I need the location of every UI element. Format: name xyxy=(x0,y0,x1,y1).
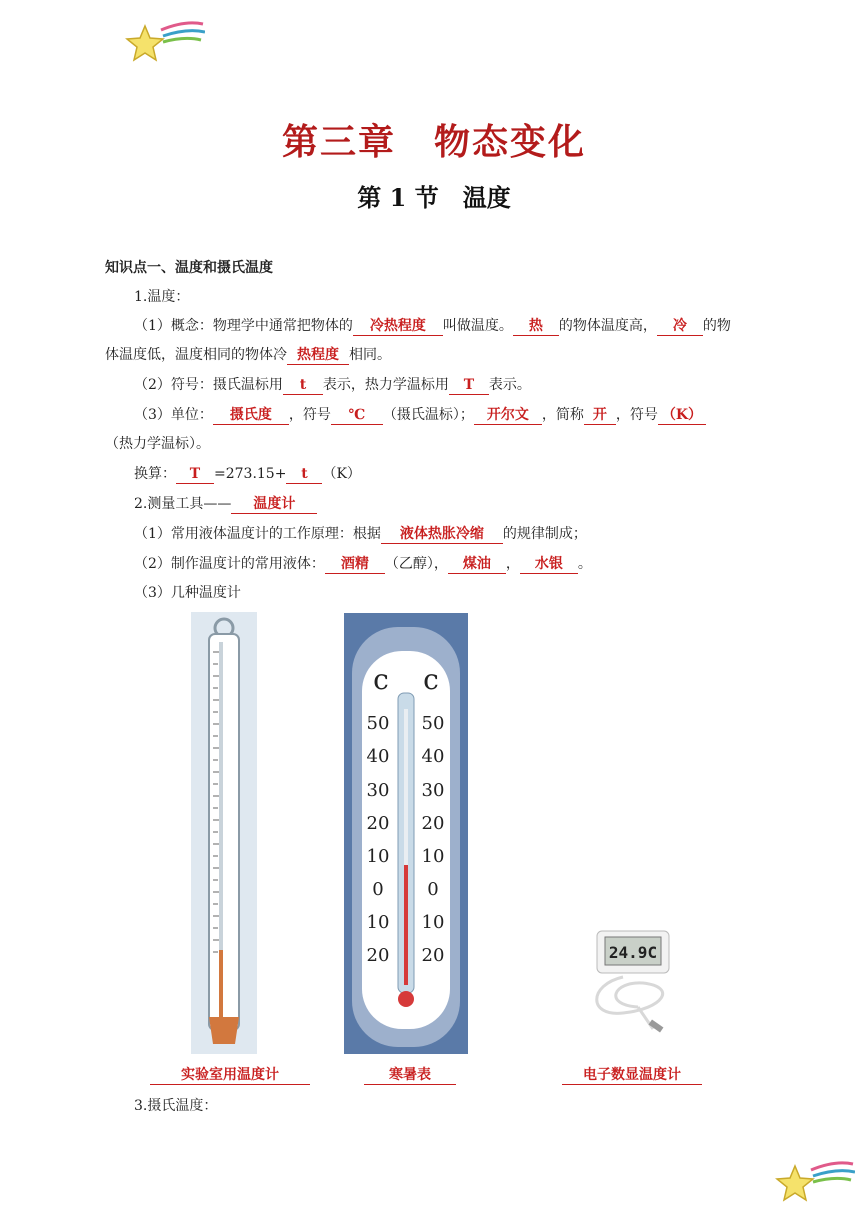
svg-text:10: 10 xyxy=(421,846,445,867)
fill-blank: T xyxy=(176,466,214,484)
fill-blank: ℃ xyxy=(331,407,383,425)
caption-cold-heat-thermometer: 寒暑表 xyxy=(364,1067,456,1085)
svg-text:40: 40 xyxy=(366,746,390,767)
svg-text:0: 0 xyxy=(427,879,439,900)
svg-text:50: 50 xyxy=(421,713,445,734)
fill-blank: 开 xyxy=(584,407,616,425)
concept-line: （1）概念：物理学中通常把物体的 冷热程度 叫做温度。 热 的物体温度高， 冷 的物 xyxy=(134,318,731,334)
item-temperature: 1.温度： xyxy=(134,289,190,305)
measuring-tool-line: 2.测量工具—— 温度计 xyxy=(134,494,317,514)
unit-line-2: （热力学温标）。 xyxy=(105,436,210,452)
svg-text:20: 20 xyxy=(421,813,445,834)
fill-blank: （K） xyxy=(658,407,706,425)
item-celsius-temperature: 3.摄氏温度： xyxy=(134,1098,218,1114)
celsius-letter-left: c xyxy=(373,663,389,696)
svg-text:10: 10 xyxy=(366,846,390,867)
fill-blank: t xyxy=(286,466,322,484)
unit-line: （3）单位： 摄氏度 ，符号 ℃ （摄氏温标）； 开尔文 ，简称 开 ，符号 （K） xyxy=(134,405,706,425)
liquids-line: （2）制作温度计的常用液体： 酒精 （乙醇）， 煤油 ， 水银 。 xyxy=(134,556,592,572)
fill-blank: 水银 xyxy=(520,556,578,574)
section-title: 第 1 节 温度 xyxy=(357,183,511,212)
lab-thermometer-image xyxy=(191,612,257,1054)
svg-text:20: 20 xyxy=(421,945,445,966)
shooting-star-icon xyxy=(125,18,205,66)
svg-text:20: 20 xyxy=(366,813,390,834)
principle-line: （1）常用液体温度计的工作原理：根据 液体热胀冷缩 的规律制成； xyxy=(134,526,587,542)
svg-text:10: 10 xyxy=(421,912,445,933)
concept-line-2: 体温度低，温度相同的物体冷 热程度 相同。 xyxy=(105,347,391,363)
fill-blank: 温度计 xyxy=(231,496,317,514)
fill-blank: 热程度 xyxy=(287,347,349,365)
fill-blank: 热 xyxy=(513,318,559,336)
thermometer-types-heading: （3）几种温度计 xyxy=(134,585,241,601)
svg-text:30: 30 xyxy=(366,780,390,801)
svg-text:30: 30 xyxy=(421,780,445,801)
fill-blank: t xyxy=(283,377,323,395)
symbol-line: （2）符号：摄氏温标用 t 表示，热力学温标用 T 表示。 xyxy=(134,377,531,393)
shooting-star-icon xyxy=(775,1158,855,1206)
digital-thermometer-image xyxy=(583,925,683,1037)
svg-text:50: 50 xyxy=(366,713,390,734)
fill-blank: 摄氏度 xyxy=(213,407,289,425)
fill-blank: 酒精 xyxy=(325,556,385,574)
fill-blank: 冷热程度 xyxy=(353,318,443,336)
fill-blank: 冷 xyxy=(657,318,703,336)
fill-blank: 开尔文 xyxy=(474,407,542,425)
svg-text:40: 40 xyxy=(421,746,445,767)
fill-blank: 液体热胀冷缩 xyxy=(381,526,503,544)
caption-lab-thermometer: 实验室用温度计 xyxy=(150,1067,310,1085)
svg-text:20: 20 xyxy=(366,945,390,966)
cold-heat-thermometer-image xyxy=(344,613,468,1054)
svg-text:10: 10 xyxy=(366,912,390,933)
fill-blank: 煤油 xyxy=(448,556,506,574)
chapter-title: 第三章 物态变化 xyxy=(281,121,586,163)
digital-display-reading: 24.9C xyxy=(608,943,658,962)
conversion-line: 换算： T =273.15+ t （K） xyxy=(134,466,361,482)
celsius-letter-right: c xyxy=(423,663,439,696)
svg-text:0: 0 xyxy=(372,879,384,900)
caption-digital-thermometer: 电子数显温度计 xyxy=(562,1067,702,1085)
knowledge-point-heading: 知识点一、温度和摄氏温度 xyxy=(105,260,273,276)
fill-blank: T xyxy=(449,377,489,395)
